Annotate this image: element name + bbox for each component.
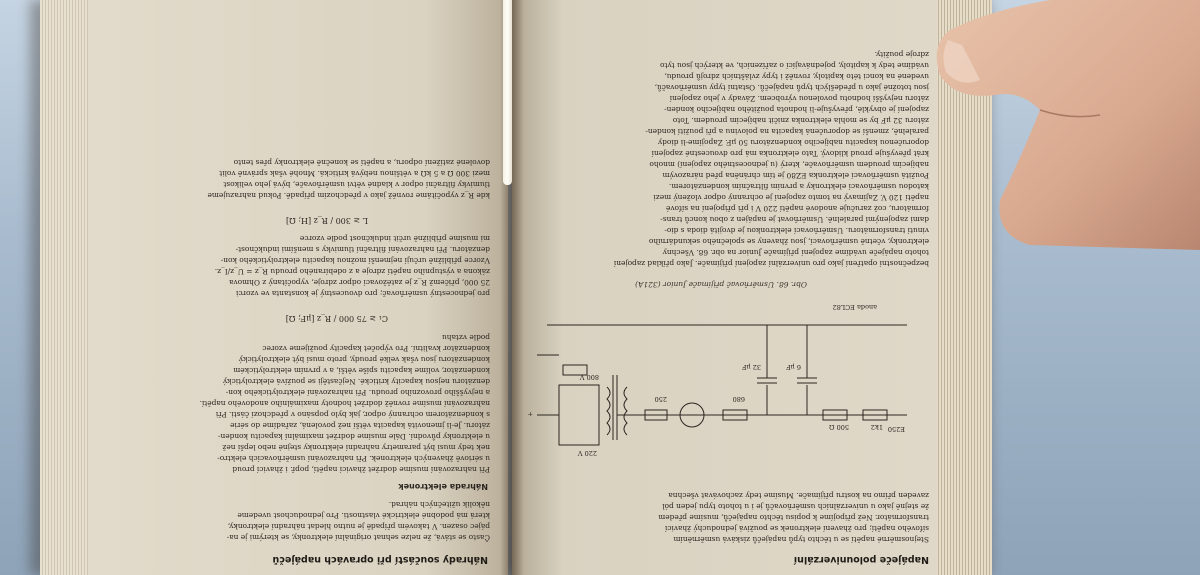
formula-inductance: L ≥ 300 / R_z [H; Ω]	[285, 216, 368, 225]
text-line: elektronky, včetně usměrňovací, jsou žhaveny se společného sekundárního	[648, 237, 929, 246]
text-line: nahrazování musíme rovněž dodržet hodnoty maximálního anodového napětí.	[199, 399, 490, 408]
right-running-head: Napáječe polouniverzální	[793, 554, 929, 565]
text-line: pro jednocestný usměrňovač; pro dvoucestný je konstanta ve vzorci	[235, 289, 490, 298]
text-line: transformátor. Než připojíme k popisu těchto napáječů, musíme předem	[658, 513, 929, 522]
schematic-label-r2: 500 Ω	[829, 423, 849, 431]
text-line: vinutí transformátoru. Usměrňovací elektronkou je dvojitá dioda s dio-	[664, 226, 929, 235]
text-line: uvádíme tedy k kapitoly, pojednávající o zařízeních, ve kterých jsou tyto	[660, 61, 929, 70]
text-line: zákona a výstupního napětí zdroje a z odebíraného proudu R_z = U_z/I_z.	[214, 267, 490, 276]
text-line: nek tedy musí být parametry nahradní elektronky stejné nebo lepší než	[222, 443, 490, 452]
text-line: která má podobné elektrické vlastnosti. Pro jednoduchost uvedeme	[237, 511, 490, 520]
left-page	[88, 0, 508, 575]
text-line: mezi 300 Ω a 5 kΩ a většinou nebývá kritická. Mnohé však správně volit	[219, 169, 490, 178]
rectifier-schematic	[527, 295, 917, 475]
text-line: s kondenzátorem ochranný odpor, jak bylo popsáno v předchozí části. Při	[215, 410, 490, 419]
text-line: několik užitečných náhrad.	[388, 500, 490, 509]
text-line: zdroje použity.	[874, 50, 929, 59]
text-line: zátoru 32 μF by se mohla elektronka zničit nabíjecím proudem. Toto	[672, 116, 929, 125]
schematic-transformer-coil	[624, 387, 627, 435]
text-line: Často se stává, že nelze sehnat originální elektronky, se kterými je na-	[226, 533, 490, 542]
text-line: doporučenou kapacitu nabíjecího kondenzátoru 50 μF. Zapojíme-li diody	[657, 138, 929, 147]
right-paragraph-1	[524, 490, 929, 545]
left-running-head: Náhrady součástí při opravách napáječů	[272, 554, 488, 565]
text-line: bezpečnostní opatření jako pro univerzální zapojení přijímače. Jako příklad zapojení	[613, 259, 929, 268]
text-line: kondenzátor kvalitní. Pro výpočet kapacity použijeme vzorec	[262, 344, 490, 353]
text-line: Stejnosměrné napětí se u těchto typů napáječů získává usměrněním	[673, 535, 929, 544]
text-line: zaveden přímo na kostru přijímače. Musíme tedy zachovávat všechna	[668, 491, 929, 500]
text-line: jsou totožné jako u předešlých typů napáječů. Ostatní typy usměrňovačů,	[654, 83, 929, 92]
text-line: u sériově žhavených elektronek. Při nahrazování usměrňovacích elektro-	[217, 454, 490, 463]
schematic-label-r4: 250	[654, 395, 667, 403]
right-page	[512, 0, 937, 575]
schematic-transformer-coil	[607, 387, 610, 435]
left-paragraph-1b	[102, 332, 490, 475]
text-line: podle vztahu	[442, 333, 490, 342]
figure-caption: Obr. 68. Usměrňovač přijímače Junior (321A)	[635, 280, 807, 289]
schematic-label-voltage: 220 V	[577, 449, 597, 457]
text-line: denzátoru nejsou kapacity kritické. Nejčastěji se používá elektrolytický	[222, 377, 490, 386]
schematic-label-c2: 32 μF	[741, 363, 761, 371]
text-line: Vzorce přibližně určují nejmenší možnou kapacitu elektrolytického kon-	[220, 256, 490, 265]
text-line: mi musíme přibližně určit indukčnost podle vzorce	[299, 234, 490, 243]
thumb-holding-book	[900, 0, 1200, 260]
schematic-label-heater: anoda ECL82	[832, 303, 877, 311]
schematic-label-r1: 1k2	[870, 423, 883, 431]
text-line: zapojení je obvyklé, převyšuje-li hodnota použitého nabíjecího konden-	[664, 105, 929, 114]
text-line: uvedené na konci této kapitoly, rovněž i typy zvláštních zdrojů proudu,	[664, 72, 929, 81]
text-line: nabíjecím proudem usměrňovače, který (u jednocestného zapojení) mnoho	[649, 160, 929, 169]
text-line: tohoto napáječe uvádíme zapojení přijímače Junior na obr. 68. Všechny	[662, 248, 929, 257]
schematic-label-c1: 6 μF	[786, 363, 801, 371]
page-edges-left	[40, 0, 95, 575]
text-line: denzátoru. Při nahrazování filtrační tlumivky s menšími indukčnost-	[235, 245, 490, 254]
text-line: kondenzátor, volíme kapacitu spíše větší, a v prvním elektrolytickém	[233, 366, 490, 375]
left-section-title: Náhrada elektronek	[398, 482, 488, 491]
left-paragraph-2	[102, 233, 490, 299]
text-line: a nejvyššího provozního proudu. Při nahrazování elektrolytického kon-	[225, 388, 490, 397]
text-line: dovolené zatížení odporu, a napětí se konečně elektronky přes tento	[233, 158, 490, 167]
left-page-rotated-content	[88, 0, 508, 575]
text-line: kondenzátoru jsou však velké proudy, proto musí být elektrolytický	[238, 355, 490, 364]
text-line: pájec osazen. V takovém případě je nutno hledat náhradní elektronky,	[227, 522, 490, 531]
text-line: krát převyšuje proud klidový. Tato elektronka má pro dvoucestné zapojení	[651, 149, 929, 158]
bookmark-ribbon	[503, 0, 512, 185]
right-paragraph-2	[524, 49, 929, 269]
text-line: že stejně jako u univerzálních usměrňovačů je i u tohoto typu jeden pól	[662, 502, 929, 511]
text-line: tlumivky filtrační odpor v kladné větvi usměrňovače, bývá jeho velikost	[223, 180, 490, 189]
text-line: u elektronky původní. Dále musíme dodržet maximální kapacitu konden-	[217, 432, 490, 441]
schematic-label-plus: +	[527, 410, 533, 418]
left-paragraph-3	[102, 157, 490, 201]
left-paragraph-1	[102, 499, 490, 543]
text-line: zátoru. Je-li jmenovitá kapacita větší než povolená, zařadíme do série	[230, 421, 490, 430]
text-line: katodou usměrňovací elektronky a prvním filtračním kondenzátorem.	[668, 182, 929, 191]
text-line: Při nahrazování musíme dodržet žhavicí napětí, popř. i žhavicí proud	[232, 465, 490, 474]
text-line: Použitá usměrňovací elektronka EZ80 je tím chráněna před nárazovým	[662, 171, 929, 180]
schematic-mains-block	[559, 385, 599, 445]
right-page-rotated-content	[512, 0, 937, 575]
text-line: napětí 120 V. Zajímavý na tomto zapojení je ochranný odpor vložený mezi	[653, 193, 929, 202]
text-line: formátoru, což zaručuje anodové napětí 220 V i při připojení na síťové	[666, 204, 929, 213]
text-line: dami zapojenými paralelně. Usměrňovat je napájen z obou konců trans-	[660, 215, 929, 224]
formula-capacitance: C₁ ≥ 75 000 / R_z [μF; Ω]	[285, 314, 388, 323]
text-line: 25 000, přičemž R_z je zatěžovací odpor zdroje, vypočítaný z Ohmova	[229, 278, 490, 287]
text-line: kde R_z vypočítáme rovněž jako v předchozím případě. Pokud nahrazujeme	[207, 191, 490, 200]
hand-skin	[937, 0, 1200, 250]
schematic-label-c-tr: 800 V	[579, 373, 599, 381]
text-line: síťového napětí; pro žhavení elektronek se používá jednoduchý žhavicí	[664, 524, 929, 533]
text-line: zátoru nejvyšší hodnotu povolenou výrobcem. Závady v jeho zapojení	[669, 94, 929, 103]
schematic-label-tube: E250	[887, 425, 905, 433]
text-line: paralelně, zmenší se doporučená kapacita na polovinu a při použití konden-	[645, 127, 929, 136]
schematic-label-r3: 680	[732, 395, 745, 403]
